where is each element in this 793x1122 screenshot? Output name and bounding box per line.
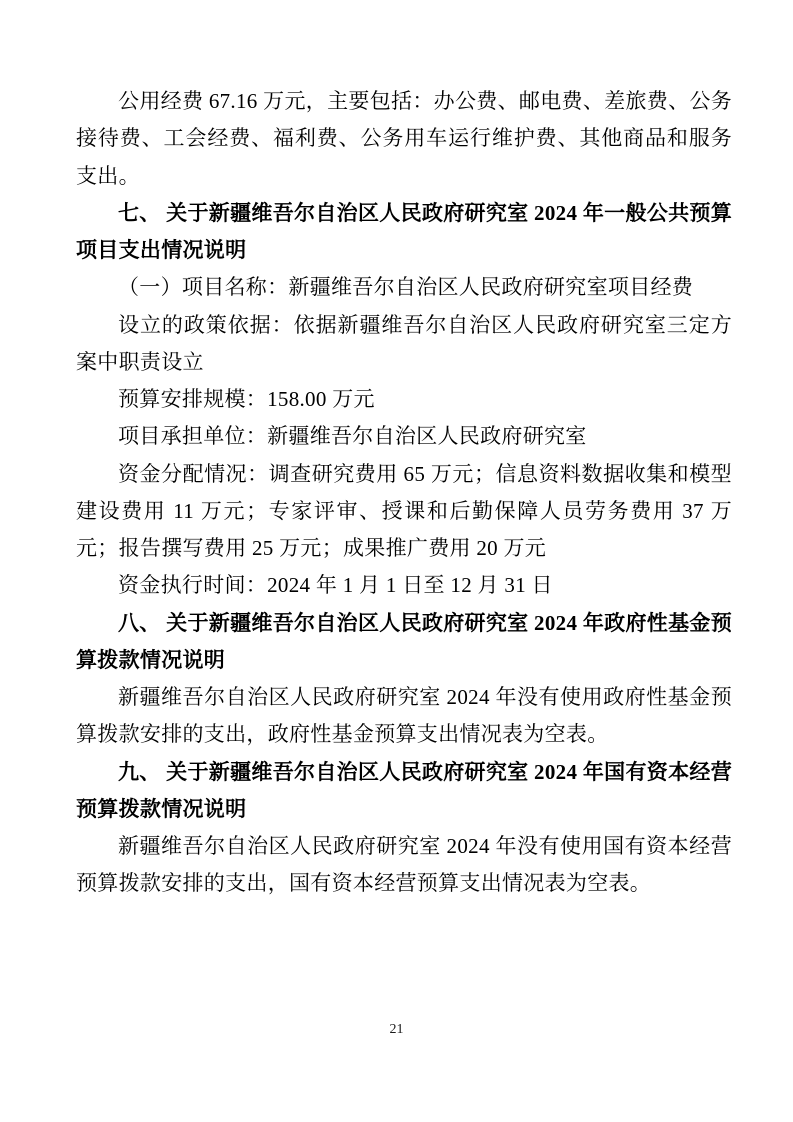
paragraph-project-name: （一）项目名称：新疆维吾尔自治区人民政府研究室项目经费 — [118, 275, 694, 300]
document-content — [76, 83, 732, 903]
paragraph-state-capital-explanation: 新疆维吾尔自治区人民政府研究室 2024 年没有使用国有资本经营预算拨款安排的支出，国有资本经营预算支出情况表为空表。 — [76, 834, 732, 896]
page-footer — [0, 1020, 793, 1038]
paragraph-project-unit: 项目承担单位：新疆维吾尔自治区人民政府研究室 — [118, 424, 587, 449]
paragraph-budget-scale: 预算安排规模：158.00 万元 — [118, 387, 375, 411]
paragraph-fund-execution-time: 资金执行时间：2024 年 1 月 1 日至 12 月 31 日 — [118, 573, 553, 598]
paragraph-policy-basis: 设立的政策依据：依据新疆维吾尔自治区人民政府研究室三定方案中职责设立 — [76, 312, 732, 374]
heading-section-nine: 九、 关于新疆维吾尔自治区人民政府研究室 2024 年国有资本经营预算拨款情况说明 — [76, 759, 732, 821]
page-number: 21 — [389, 1022, 404, 1037]
paragraph-gov-fund-explanation: 新疆维吾尔自治区人民政府研究室 2024 年没有使用政府性基金预算拨款安排的支出，政府性基金预算支出情况表为空表。 — [76, 685, 732, 747]
paragraph-fund-allocation: 资金分配情况：调查研究费用 65 万元；信息资料数据收集和模型建设费用 11 万元；专家评审、授课和后勤保障人员劳务费用 37 万元；报告撰写费用 25 万元；成果推广费用 20 万元 — [76, 461, 732, 560]
paragraph-public-expense: 公用经费 67.16 万元，主要包括：办公费、邮电费、差旅费、公务接待费、工会经费、福利费、公务用车运行维护费、其他商品和服务支出。 — [76, 89, 732, 188]
heading-section-seven: 七、 关于新疆维吾尔自治区人民政府研究室 2024 年一般公共预算项目支出情况说明 — [76, 200, 732, 262]
heading-section-eight: 八、 关于新疆维吾尔自治区人民政府研究室 2024 年政府性基金预算拨款情况说明 — [76, 610, 732, 672]
